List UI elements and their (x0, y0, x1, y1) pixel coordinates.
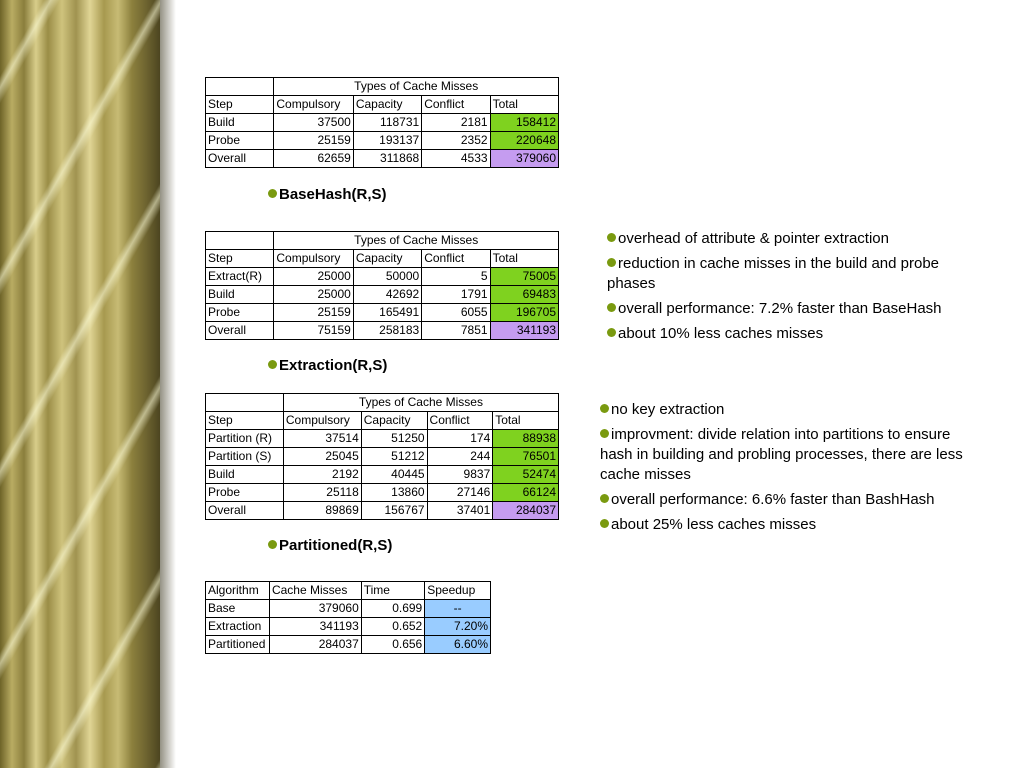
cell: 2181 (422, 114, 490, 132)
col-header: Total (490, 96, 558, 114)
cell: 284037 (269, 636, 361, 654)
extraction-notes (607, 229, 952, 349)
cell: 42692 (353, 286, 421, 304)
cell: 9837 (427, 466, 493, 484)
col-header: Conflict (427, 412, 493, 430)
cell: 244 (427, 448, 493, 466)
bullet-icon (600, 429, 609, 438)
cell: 1791 (422, 286, 490, 304)
row-label: Overall (206, 322, 274, 340)
basehash-caption (268, 186, 387, 203)
col-header: Total (493, 412, 559, 430)
note-text: overhead of attribute & pointer extraction (618, 230, 889, 247)
partitioned-notes (600, 400, 970, 540)
col-header: Step (206, 96, 274, 114)
total-cell: 76501 (493, 448, 559, 466)
note-text: no key extraction (611, 401, 725, 418)
speedup-cell: -- (425, 600, 491, 618)
cell: 118731 (353, 114, 421, 132)
table-row (206, 132, 559, 150)
cell: 25118 (283, 484, 361, 502)
cell: 25000 (274, 286, 353, 304)
speedup-cell: 7.20% (425, 618, 491, 636)
cell: 25000 (274, 268, 353, 286)
cell: 89869 (283, 502, 361, 520)
col-header: Compulsory (274, 250, 353, 268)
overall-total-cell: 284037 (493, 502, 559, 520)
total-cell: 196705 (490, 304, 558, 322)
col-header: Step (206, 412, 284, 430)
row-label: Overall (206, 150, 274, 168)
caption-text: BaseHash(R,S) (279, 186, 387, 203)
note-text: about 10% less caches misses (618, 325, 824, 342)
table-row (206, 322, 559, 340)
cell: 51212 (361, 448, 427, 466)
corner-cell (206, 232, 274, 250)
cell: 193137 (353, 132, 421, 150)
cell: 0.652 (361, 618, 424, 636)
row-label: Base (206, 600, 270, 618)
col-header: Speedup (425, 582, 491, 600)
total-cell: 158412 (490, 114, 558, 132)
cell: 0.656 (361, 636, 424, 654)
list-item (600, 515, 970, 535)
cell: 7851 (422, 322, 490, 340)
list-item (600, 400, 970, 420)
overall-total-cell: 341193 (490, 322, 558, 340)
bullet-icon (607, 233, 616, 242)
cell: 25159 (274, 304, 353, 322)
cell: 311868 (353, 150, 421, 168)
extraction-caption (268, 357, 387, 374)
cell: 379060 (269, 600, 361, 618)
bullet-icon (268, 540, 277, 549)
summary-table (205, 581, 491, 654)
cell: 75159 (274, 322, 353, 340)
note-text: about 25% less caches misses (611, 516, 817, 533)
cell: 37514 (283, 430, 361, 448)
cell: 2192 (283, 466, 361, 484)
col-header: Compulsory (283, 412, 361, 430)
cell: 37401 (427, 502, 493, 520)
table-row (206, 618, 491, 636)
cell: 6055 (422, 304, 490, 322)
cell: 51250 (361, 430, 427, 448)
corner-cell (206, 78, 274, 96)
cell: 13860 (361, 484, 427, 502)
table-title: Types of Cache Misses (274, 78, 559, 96)
table-row (206, 600, 491, 618)
col-header: Total (490, 250, 558, 268)
note-text: reduction in cache misses in the build and probe phases (607, 255, 940, 292)
row-label: Partitioned (206, 636, 270, 654)
col-header: Conflict (422, 250, 490, 268)
row-label: Probe (206, 304, 274, 322)
row-label: Build (206, 286, 274, 304)
gold-pillar-decoration (0, 0, 160, 768)
bullet-icon (607, 328, 616, 337)
row-label: Overall (206, 502, 284, 520)
list-item (607, 324, 952, 344)
total-cell: 69483 (490, 286, 558, 304)
table-row (206, 636, 491, 654)
cell: 40445 (361, 466, 427, 484)
cell: 258183 (353, 322, 421, 340)
cell: 165491 (353, 304, 421, 322)
overall-total-cell: 379060 (490, 150, 558, 168)
cell: 4533 (422, 150, 490, 168)
table-row (206, 286, 559, 304)
cell: 50000 (353, 268, 421, 286)
cell: 2352 (422, 132, 490, 150)
extraction-table (205, 231, 559, 340)
total-cell: 88938 (493, 430, 559, 448)
total-cell: 66124 (493, 484, 559, 502)
table-row (206, 304, 559, 322)
table-title: Types of Cache Misses (283, 394, 558, 412)
table-row (206, 114, 559, 132)
cell: 5 (422, 268, 490, 286)
row-label: Extract(R) (206, 268, 274, 286)
cell: 27146 (427, 484, 493, 502)
note-text: overall performance: 7.2% faster than BaseHash (618, 300, 942, 317)
bullet-icon (607, 258, 616, 267)
speedup-cell: 6.60% (425, 636, 491, 654)
note-text: overall performance: 6.6% faster than BashHash (611, 491, 935, 508)
cell: 25159 (274, 132, 353, 150)
cell: 341193 (269, 618, 361, 636)
partitioned-caption (268, 537, 392, 554)
row-label: Extraction (206, 618, 270, 636)
list-item (600, 490, 970, 510)
caption-text: Partitioned(R,S) (279, 537, 393, 554)
row-label: Build (206, 466, 284, 484)
pillar-shadow (160, 0, 176, 768)
row-label: Partition (S) (206, 448, 284, 466)
bullet-icon (600, 404, 609, 413)
bullet-icon (600, 519, 609, 528)
total-cell: 75005 (490, 268, 558, 286)
table-row (206, 466, 559, 484)
row-label: Probe (206, 484, 284, 502)
cell: 0.699 (361, 600, 424, 618)
list-item (600, 425, 970, 485)
cell: 156767 (361, 502, 427, 520)
table-row (206, 484, 559, 502)
col-header: Capacity (361, 412, 427, 430)
basehash-table (205, 77, 559, 168)
list-item (607, 229, 952, 249)
table-title: Types of Cache Misses (274, 232, 559, 250)
bullet-icon (268, 189, 277, 198)
corner-cell (206, 394, 284, 412)
cell: 174 (427, 430, 493, 448)
table-row (206, 150, 559, 168)
row-label: Probe (206, 132, 274, 150)
total-cell: 220648 (490, 132, 558, 150)
row-label: Build (206, 114, 274, 132)
cell: 62659 (274, 150, 353, 168)
bullet-icon (607, 303, 616, 312)
col-header: Capacity (353, 96, 421, 114)
list-item (607, 254, 952, 294)
col-header: Algorithm (206, 582, 270, 600)
note-text: improvment: divide relation into partitions to ensure hash in building and probling processes, there are less cache misses (600, 426, 963, 483)
col-header: Step (206, 250, 274, 268)
cell: 25045 (283, 448, 361, 466)
cell: 37500 (274, 114, 353, 132)
caption-text: Extraction(R,S) (279, 357, 388, 374)
partitioned-table (205, 393, 559, 520)
bullet-icon (268, 360, 277, 369)
table-row (206, 502, 559, 520)
table-row (206, 268, 559, 286)
col-header: Capacity (353, 250, 421, 268)
list-item (607, 299, 952, 319)
col-header: Conflict (422, 96, 490, 114)
table-row (206, 430, 559, 448)
col-header: Cache Misses (269, 582, 361, 600)
row-label: Partition (R) (206, 430, 284, 448)
bullet-icon (600, 494, 609, 503)
col-header: Time (361, 582, 424, 600)
total-cell: 52474 (493, 466, 559, 484)
col-header: Compulsory (274, 96, 353, 114)
table-row (206, 448, 559, 466)
